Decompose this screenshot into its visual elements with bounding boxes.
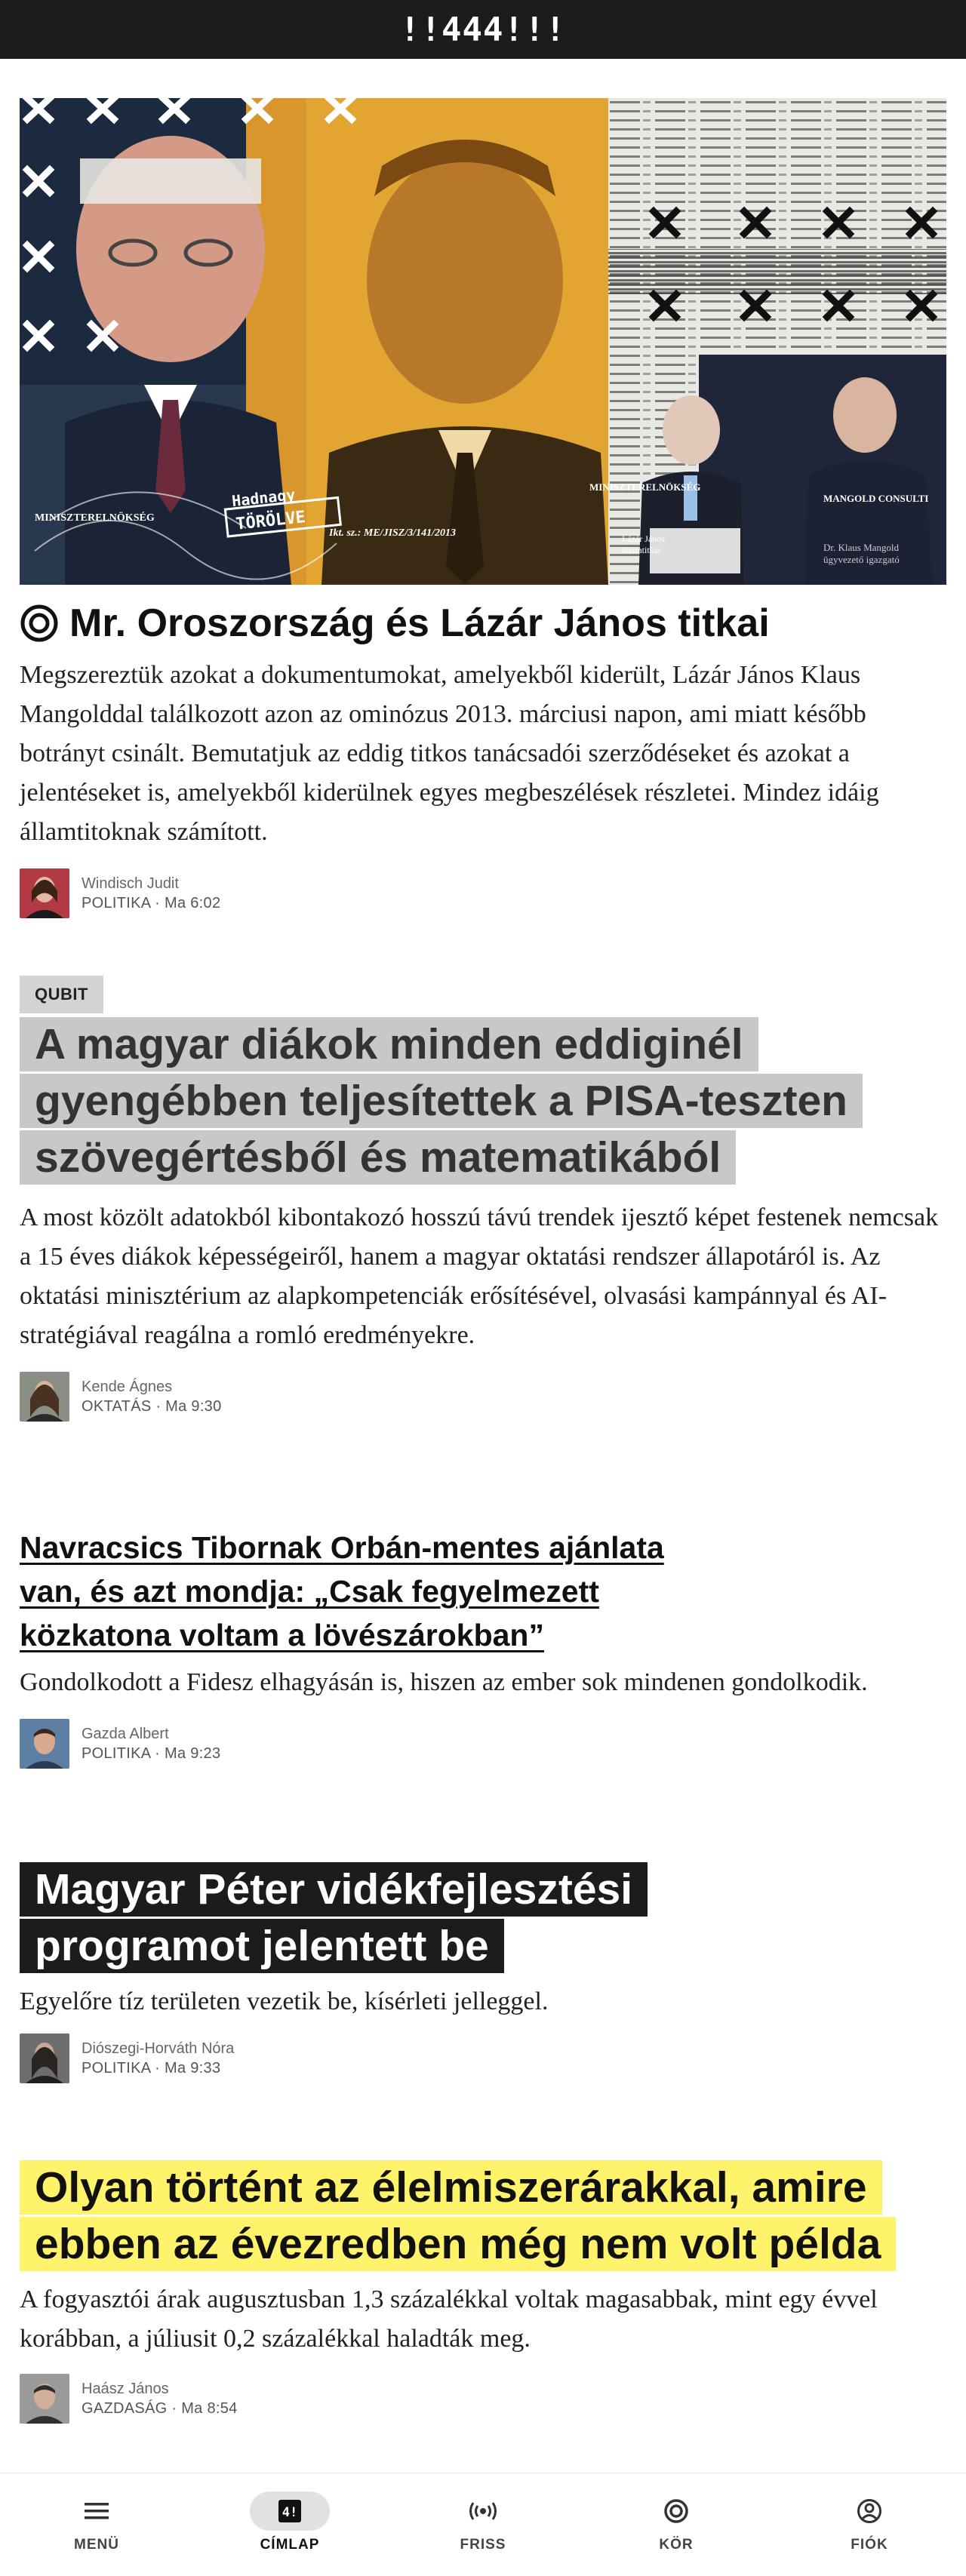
nav-label: KÖR (659, 2537, 694, 2553)
lead-article-title[interactable] (20, 600, 946, 647)
avatar[interactable] (20, 1372, 69, 1422)
lead-article-title-text: Mr. Oroszország és Lázár János titkai (69, 601, 770, 645)
svg-text:4!: 4! (281, 2505, 298, 2520)
nav-item-home[interactable] (214, 2473, 365, 2553)
article-title-text: Olyan történt az élelmiszerárakkal, amire ebben az évezredben még nem volt példa (20, 2160, 896, 2271)
article-magyar-peter[interactable] (20, 1861, 946, 2083)
author-name[interactable]: Gazda Albert (82, 1726, 169, 1742)
article-meta: POLITIKA · Ma 9:33 (82, 2060, 221, 2076)
byline (20, 2033, 946, 2083)
home-icon (278, 2499, 302, 2523)
avatar[interactable] (20, 2033, 69, 2083)
nav-label: MENÜ (74, 2537, 119, 2553)
live-icon (469, 2501, 497, 2521)
byline (20, 2374, 946, 2424)
nav-label: CÍMLAP (260, 2537, 320, 2553)
byline (20, 868, 946, 918)
category-tag[interactable]: QUBIT (20, 976, 103, 1013)
nav-label: FRISS (460, 2537, 506, 2553)
author-photo-icon (20, 2374, 69, 2424)
article-title-text: Magyar Péter vidékfejlesztési programot jelentett be (20, 1862, 648, 1973)
nav-item-live[interactable] (408, 2473, 558, 2553)
author-name[interactable]: Diószegi-Horváth Nóra (82, 2040, 235, 2057)
lead-article-lede: Megszereztük azokat a dokumentumokat, amelyekből kiderült, Lázár János Klaus Mangolddal találkozott azon az ominózus 2013. márciusi napon, ami miatt később botrányt csinált. Bemutatjuk az eddig titkos tanácsadói szerződéseket és azokat a jelentéseket is, amelyekből kiderülnek egyes megbeszélések részletei. Mindez idáig államtitoknak számított. (20, 661, 879, 846)
site-logo[interactable]: !!444!!! (400, 10, 566, 49)
article-lede: A most közölt adatokból kibontakozó hosszú távú trendek ijesztő képet festenek nemcsak a 15 éves diákok képességeiről, hanem a magyar oktatási rendszer állapotáról is. Az oktatási minisztérium az alapkompetenciák erősítésével, olvasási kampánnyal és AI-stratégiával reagálna a romló eredményekre. (20, 1203, 939, 1349)
image-caption-mangold-role: ügyvezető igazgató (823, 554, 900, 565)
lead-image[interactable] (20, 98, 946, 585)
article-title[interactable]: Navracsics Tibornak Orbán-mentes ajánlata van, és azt mondja: „Csak fegyelmezett közkatona voltam a lövészárokban” (20, 1530, 664, 1652)
nav-label: FIÓK (851, 2537, 888, 2553)
image-label-right-2: MANGOLD CONSULTI (823, 493, 929, 504)
article-meta: POLITIKA · Ma 6:02 (82, 895, 221, 911)
nav-item-kor[interactable] (601, 2473, 752, 2553)
image-caption-lazar: Lázár János (622, 533, 665, 544)
author-photo-icon (20, 2033, 69, 2083)
avatar[interactable] (20, 1719, 69, 1769)
image-label-left: MINISZTERELNÖKSÉG (35, 512, 155, 524)
byline (20, 1719, 946, 1769)
image-stamp-1: Hadnagy (231, 485, 297, 511)
article-elelmiszerarak[interactable] (20, 2159, 946, 2424)
author-name[interactable]: Haász János (82, 2381, 169, 2397)
article-lede: Gondolkodott a Fidesz elhagyásán is, hiszen az ember sok mindenen gondolkodik. (20, 1668, 868, 1696)
author-photo-icon (20, 1719, 69, 1769)
image-ref-number: Ikt. sz.: ME/JISZ/3/141/2013 (329, 527, 457, 539)
article-title-text: A magyar diákok minden eddiginél gyengébben teljesítettek a PISA-teszten szövegértésből és matematikából (20, 1017, 863, 1185)
article-meta: POLITIKA · Ma 9:23 (82, 1745, 221, 1762)
article-title[interactable] (20, 1016, 946, 1186)
nav-item-menu[interactable] (21, 2473, 172, 2553)
article-meta: GAZDASÁG · Ma 8:54 (82, 2400, 238, 2417)
author-name[interactable]: Kende Ágnes (82, 1379, 173, 1395)
image-stamp-2: TÖRÖLVE (235, 508, 307, 534)
kor-icon (20, 604, 59, 643)
lead-article[interactable] (20, 600, 946, 918)
image-label-right-1: MINISZTERELNÖKSÉG (589, 481, 701, 493)
author-name[interactable]: Windisch Judit (82, 875, 179, 892)
bottom-navigation (0, 2473, 966, 2576)
avatar[interactable] (20, 868, 69, 918)
article-lede: Egyelőre tíz területen vezetik be, kísérleti jelleggel. (20, 1987, 549, 2015)
avatar[interactable] (20, 2374, 69, 2424)
article-pisa[interactable] (20, 976, 946, 1422)
author-photo-icon (20, 1372, 69, 1422)
article-navracsics[interactable] (20, 1526, 946, 1769)
account-icon (857, 2498, 882, 2524)
circle-icon (663, 2498, 689, 2524)
top-bar (0, 0, 966, 59)
menu-icon (84, 2501, 109, 2521)
image-caption-lazar-role: államtitkár (622, 545, 661, 555)
nav-item-account[interactable] (794, 2473, 945, 2553)
article-title[interactable] (20, 2159, 910, 2273)
lead-image-collage (20, 98, 946, 585)
byline (20, 1372, 946, 1422)
image-caption-mangold: Dr. Klaus Mangold (823, 542, 900, 553)
author-photo-icon (20, 868, 69, 918)
article-title[interactable] (20, 1861, 684, 1975)
article-meta: OKTATÁS · Ma 9:30 (82, 1398, 222, 1415)
article-lede: A fogyasztói árak augusztusban 1,3 százalékkal voltak magasabbak, mint egy évvel korábban, a júliusit 0,2 százalékkal haladták meg. (20, 2286, 878, 2353)
